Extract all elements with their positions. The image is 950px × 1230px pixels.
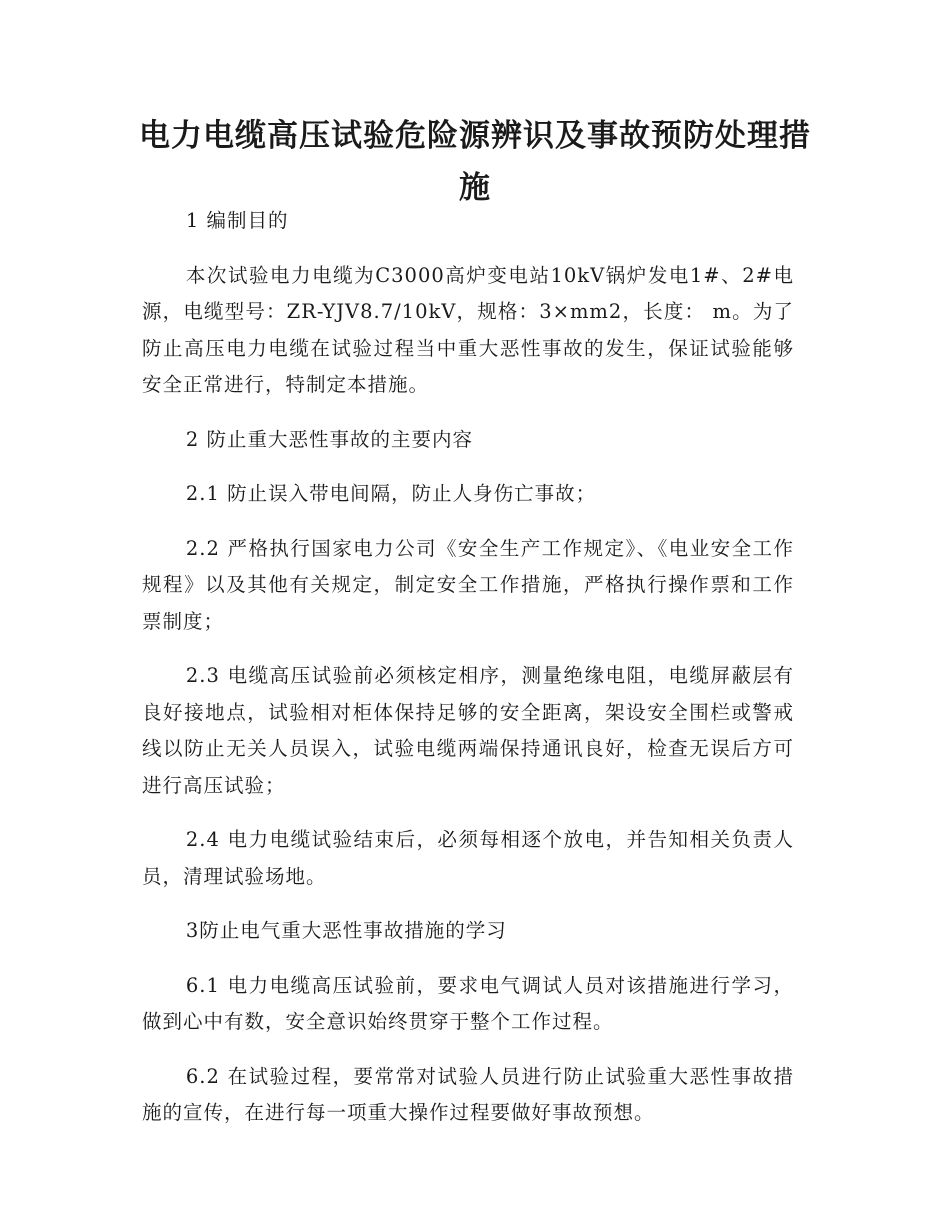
paragraph-purpose-body: 本次试验电力电缆为C3000高炉变电站10kV锅炉发电1#、2#电源，电缆型号：ZR-YJV8.7/10kV，规格：3×mm2，长度： m。为了防止高压电力电缆在试验过程当中重大恶性事故的发生，保证试验能够安全正常进行，特制定本措施。 xyxy=(142,263,794,396)
item-6-1: 6.1 电力电缆高压试验前，要求电气调试人员对该措施进行学习，做到心中有数，安全意识始终贯穿于整个工作过程。 xyxy=(142,973,794,1033)
item-2-3: 2.3 电缆高压试验前必须核定相序，测量绝缘电阻，电缆屏蔽层有良好接地点，试验相对柜体保持足够的安全距离，架设安全围栏或警戒线以防止无关人员误入，试验电缆两端保持通讯良好，检查无误后方可进行高压试验； xyxy=(142,664,794,797)
document-title: 电力电缆高压试验危险源辨识及事故预防处理措施 xyxy=(139,118,811,206)
item-2-4: 2.4 电力电缆试验结束后，必须每相逐个放电，并告知相关负责人员，清理试验场地。 xyxy=(142,828,794,888)
item-6-2: 6.2 在试验过程，要常常对试验人员进行防止试验重大恶性事故措施的宣传，在进行每一项重大操作过程要做好事故预想。 xyxy=(142,1064,794,1124)
document-body xyxy=(142,203,794,1132)
section-heading-main-content: 2 防止重大恶性事故的主要内容 xyxy=(185,427,473,451)
section-heading-purpose: 1 编制目的 xyxy=(185,209,289,232)
item-2-2: 2.2 严格执行国家电力公司《安全生产工作规定》、《电业安全工作规程》以及其他有关规定，制定安全工作措施，严格执行操作票和工作票制度； xyxy=(142,536,794,633)
section-heading-study: 3防止电气重大恶性事故措施的学习 xyxy=(185,919,507,942)
item-2-1: 2.1 防止误入带电间隔，防止人身伤亡事故； xyxy=(185,482,597,505)
